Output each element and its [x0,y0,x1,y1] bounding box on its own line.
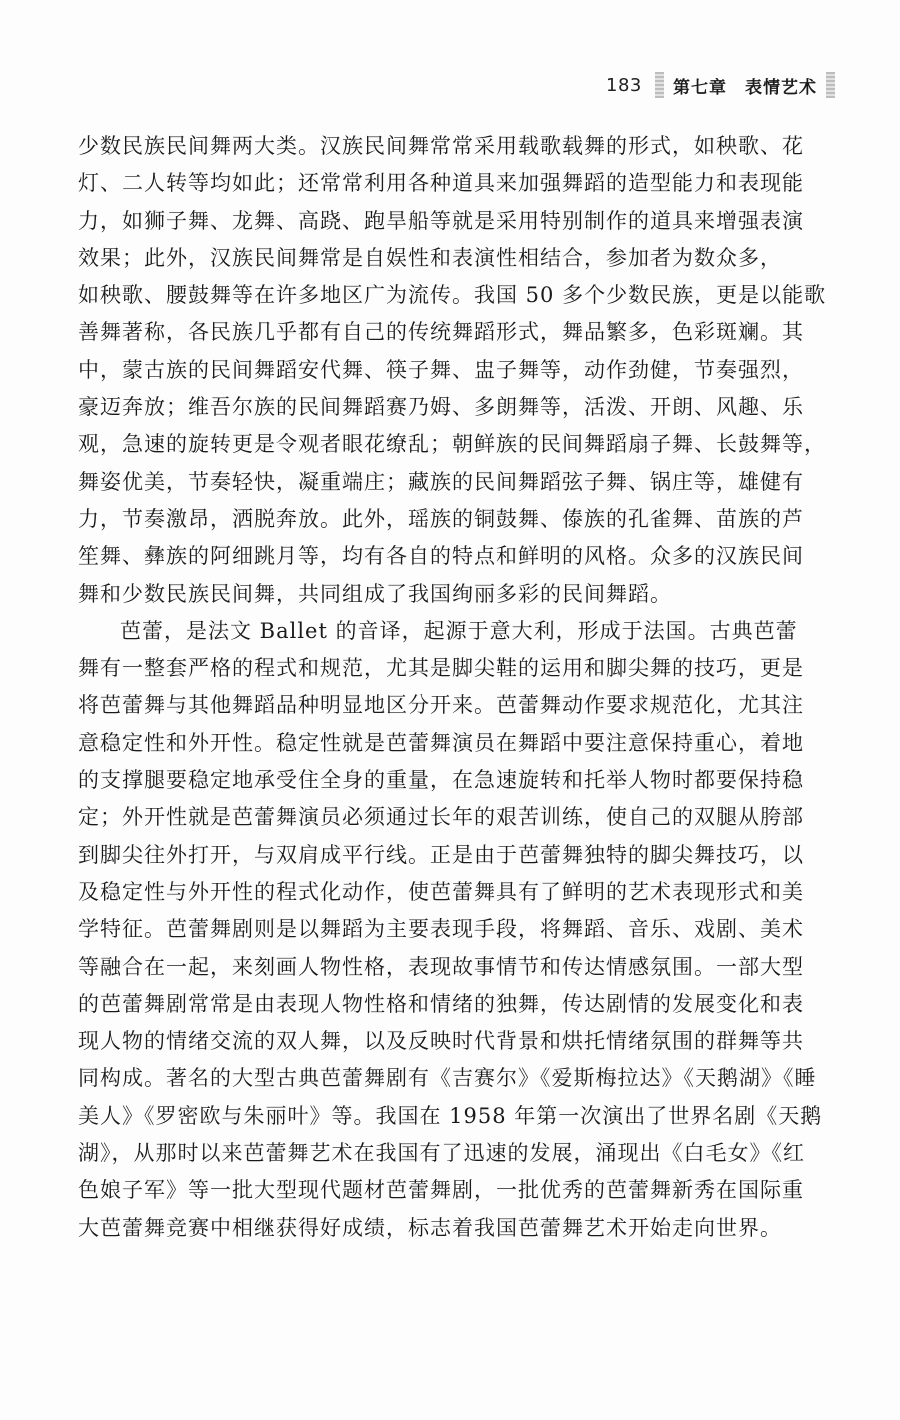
text-line: 美人》《罗密欧与朱丽叶》等。我国在 1958 年第一次演出了世界名剧《天鹅 [78,1103,823,1128]
text-line: 笙舞、彝族的阿细跳月等，均有各自的特点和鲜明的风格。众多的汉族民间 [78,544,804,569]
text-line: 的芭蕾舞剧常常是由表现人物性格和情绪的独舞，传达剧情的发展变化和表 [78,991,804,1016]
header-divider-left [655,72,664,98]
text-line: 定；外开性就是芭蕾舞演员必须通过长年的艰苦训练，使自己的双腿从胯部 [78,805,804,830]
text-line: 灯、二人转等均如此；还常常利用各种道具来加强舞蹈的造型能力和表现能 [78,171,804,196]
text-line: 现人物的情绪交流的双人舞，以及反映时代背景和烘托情绪氛围的群舞等共 [78,1029,804,1054]
text-line: 色娘子军》等一批大型现代题材芭蕾舞剧，一批优秀的芭蕾舞新秀在国际重 [78,1178,804,1203]
text-line: 到脚尖往外打开，与双肩成平行线。正是由于芭蕾舞独特的脚尖舞技巧，以 [78,842,804,867]
text-line: 如秧歌、腰鼓舞等在许多地区广为流传。我国 50 多个少数民族，更是以能歌 [78,283,827,308]
text-line: 及稳定性与外开性的程式化动作，使芭蕾舞具有了鲜明的艺术表现形式和美 [78,879,804,904]
text-line: 善舞著称，各民族几乎都有自己的传统舞蹈形式，舞品繁多，色彩斑斓。其 [78,320,804,345]
running-header [560,70,860,100]
text-line: 力，节奏激昂，洒脱奔放。此外，瑶族的铜鼓舞、傣族的孔雀舞、苗族的芦 [78,506,804,531]
page-number: 183 [606,74,642,96]
header-divider-right [826,72,835,98]
text-line: 意稳定性和外开性。稳定性就是芭蕾舞演员在舞蹈中要注意保持重心，着地 [78,730,804,755]
text-line: 同构成。著名的大型古典芭蕾舞剧有《吉赛尔》《爱斯梅拉达》《天鹅湖》《睡 [78,1066,817,1091]
text-line: 中，蒙古族的民间舞蹈安代舞、筷子舞、盅子舞等，动作劲健，节奏强烈， [78,357,804,382]
text-line: 观，急速的旋转更是令观者眼花缭乱；朝鲜族的民间舞蹈扇子舞、长鼓舞等， [78,432,826,457]
text-line: 学特征。芭蕾舞剧则是以舞蹈为主要表现手段，将舞蹈、音乐、戏剧、美术 [78,917,804,942]
paragraph-start-line: 芭蕾，是法文 Ballet 的音译，起源于意大利，形成于法国。古典芭蕾 [120,618,798,643]
text-line: 将芭蕾舞与其他舞蹈品种明显地区分开来。芭蕾舞动作要求规范化，尤其注 [78,693,804,718]
text-line: 效果；此外，汉族民间舞常是自娱性和表演性相结合，参加者为数众多， [78,245,782,270]
text-line: 舞姿优美，节奏轻快，凝重端庄；藏族的民间舞蹈弦子舞、锅庄等，雄健有 [78,469,804,494]
body-text [78,128,828,1247]
text-line: 的支撑腿要稳定地承受住全身的重量，在急速旋转和托举人物时都要保持稳 [78,768,804,793]
text-line: 大芭蕾舞竞赛中相继获得好成绩，标志着我国芭蕾舞艺术开始走向世界。 [78,1215,782,1240]
text-line: 力，如狮子舞、龙舞、高跷、跑旱船等就是采用特别制作的道具来增强表演 [78,208,804,233]
text-line: 舞有一整套严格的程式和规范，尤其是脚尖鞋的运用和脚尖舞的技巧，更是 [78,656,804,681]
text-line: 舞和少数民族民间舞，共同组成了我国绚丽多彩的民间舞蹈。 [78,581,672,606]
text-line: 湖》，从那时以来芭蕾舞艺术在我国有了迅速的发展，涌现出《白毛女》《红 [78,1141,805,1166]
text-line: 豪迈奔放；维吾尔族的民间舞蹈赛乃姆、多朗舞等，活泼、开朗、风趣、乐 [78,395,804,420]
text-line: 少数民族民间舞两大类。汉族民间舞常常采用载歌载舞的形式，如秧歌、花 [78,134,804,158]
text-line: 等融合在一起，来刻画人物性格，表现故事情节和传达情感氛围。一部大型 [78,954,804,979]
chapter-title: 第七章 表情艺术 [673,77,817,98]
